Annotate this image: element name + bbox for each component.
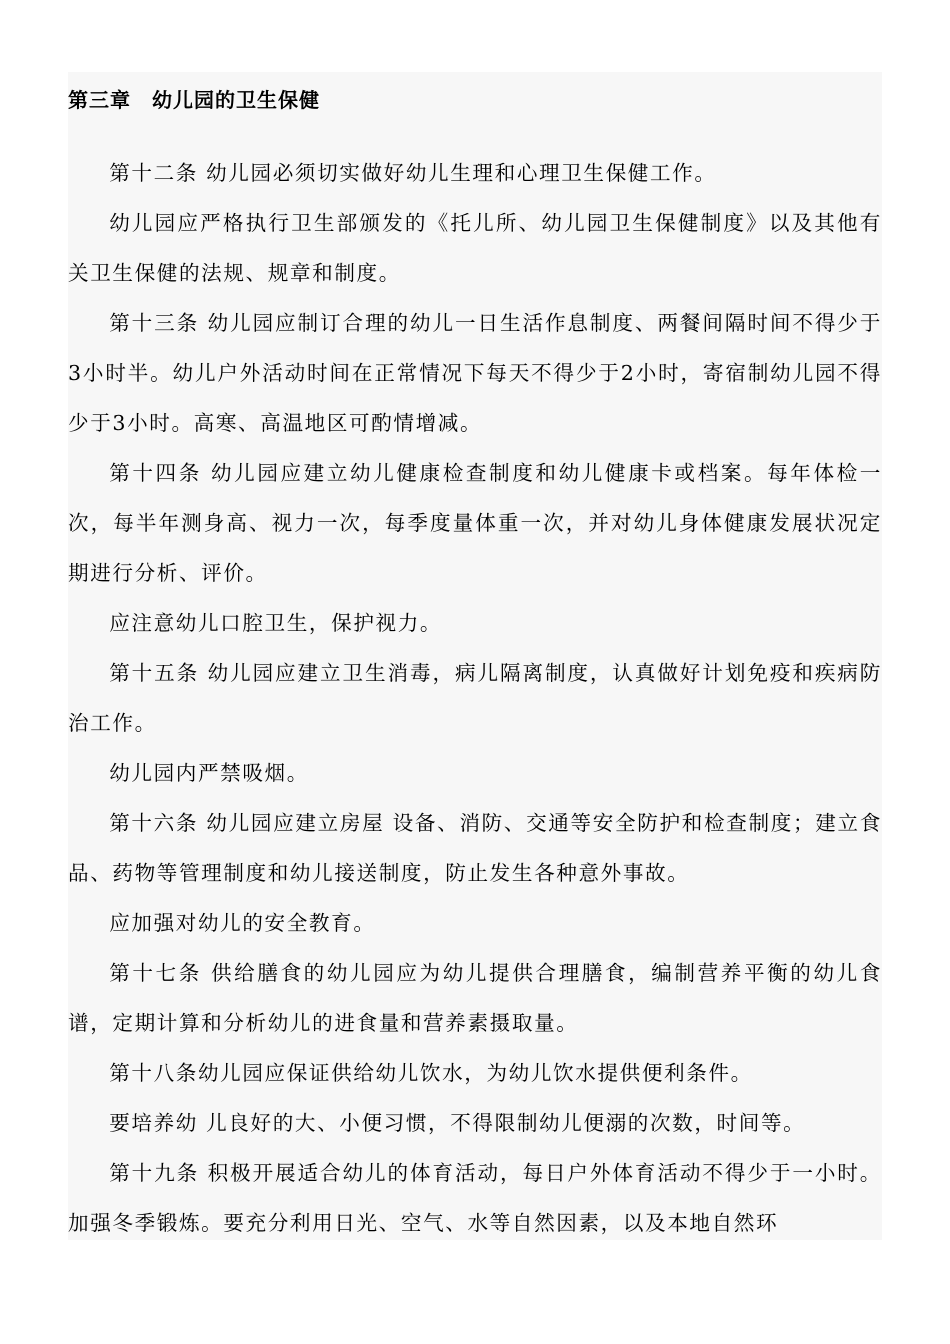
paragraph-safety-education: 应加强对幼儿的安全教育。 — [109, 911, 376, 935]
paragraph-article-14: 第十四条 幼儿园应建立幼儿健康检查制度和幼儿健康卡或档案。每年体检一次，每半年测身高、视力一次，每季度量体重一次，并对幼儿身体健康发展状况定期进行分析、评价。 — [68, 461, 882, 585]
title-spacing — [68, 128, 882, 148]
paragraph-article-15: 第十五条 幼儿园应建立卫生消毒，病儿隔离制度，认真做好计划免疫和疾病防治工作。 — [68, 661, 882, 735]
document-page — [68, 72, 882, 1240]
chapter-title: 第三章 幼儿园的卫生保健 — [68, 88, 320, 112]
paragraph-no-smoking: 幼儿园内严禁吸烟。 — [109, 761, 309, 785]
paragraph-article-18: 第十八条幼儿园应保证供给幼儿饮水，为幼儿饮水提供便利条件。 — [109, 1061, 753, 1085]
paragraph-article-17: 第十七条 供给膳食的幼儿园应为幼儿提供合理膳食，编制营养平衡的幼儿食谱，定期计算和分析幼儿的进食量和营养素摄取量。 — [68, 961, 882, 1035]
paragraph-article-12: 第十二条 幼儿园必须切实做好幼儿生理和心理卫生保健工作。 — [109, 161, 717, 185]
paragraph-toilet-habits: 要培养幼 儿良好的大、小便习惯，不得限制幼儿便溺的次数，时间等。 — [109, 1111, 806, 1135]
paragraph-health-regulations: 幼儿园应严格执行卫生部颁发的《托儿所、幼儿园卫生保健制度》以及其他有关卫生保健的法规、规章和制度。 — [68, 211, 882, 285]
paragraph-article-16: 第十六条 幼儿园应建立房屋 设备、消防、交通等安全防护和检查制度；建立食品、药物等管理制度和幼儿接送制度，防止发生各种意外事故。 — [68, 811, 882, 885]
paragraph-oral-hygiene: 应注意幼儿口腔卫生，保护视力。 — [109, 611, 443, 635]
paragraph-article-13: 第十三条 幼儿园应制订合理的幼儿一日生活作息制度、两餐间隔时间不得少于3小时半。幼儿户外活动时间在正常情况下每天不得少于2小时，寄宿制幼儿园不得少于3小时。高寒、高温地区可酌情增减。 — [68, 311, 882, 435]
paragraph-article-19: 第十九条 积极开展适合幼儿的体育活动，每日户外体育活动不得少于一小时。加强冬季锻炼。要充分利用日光、空气、水等自然因素，以及本地自然环 — [68, 1161, 882, 1235]
